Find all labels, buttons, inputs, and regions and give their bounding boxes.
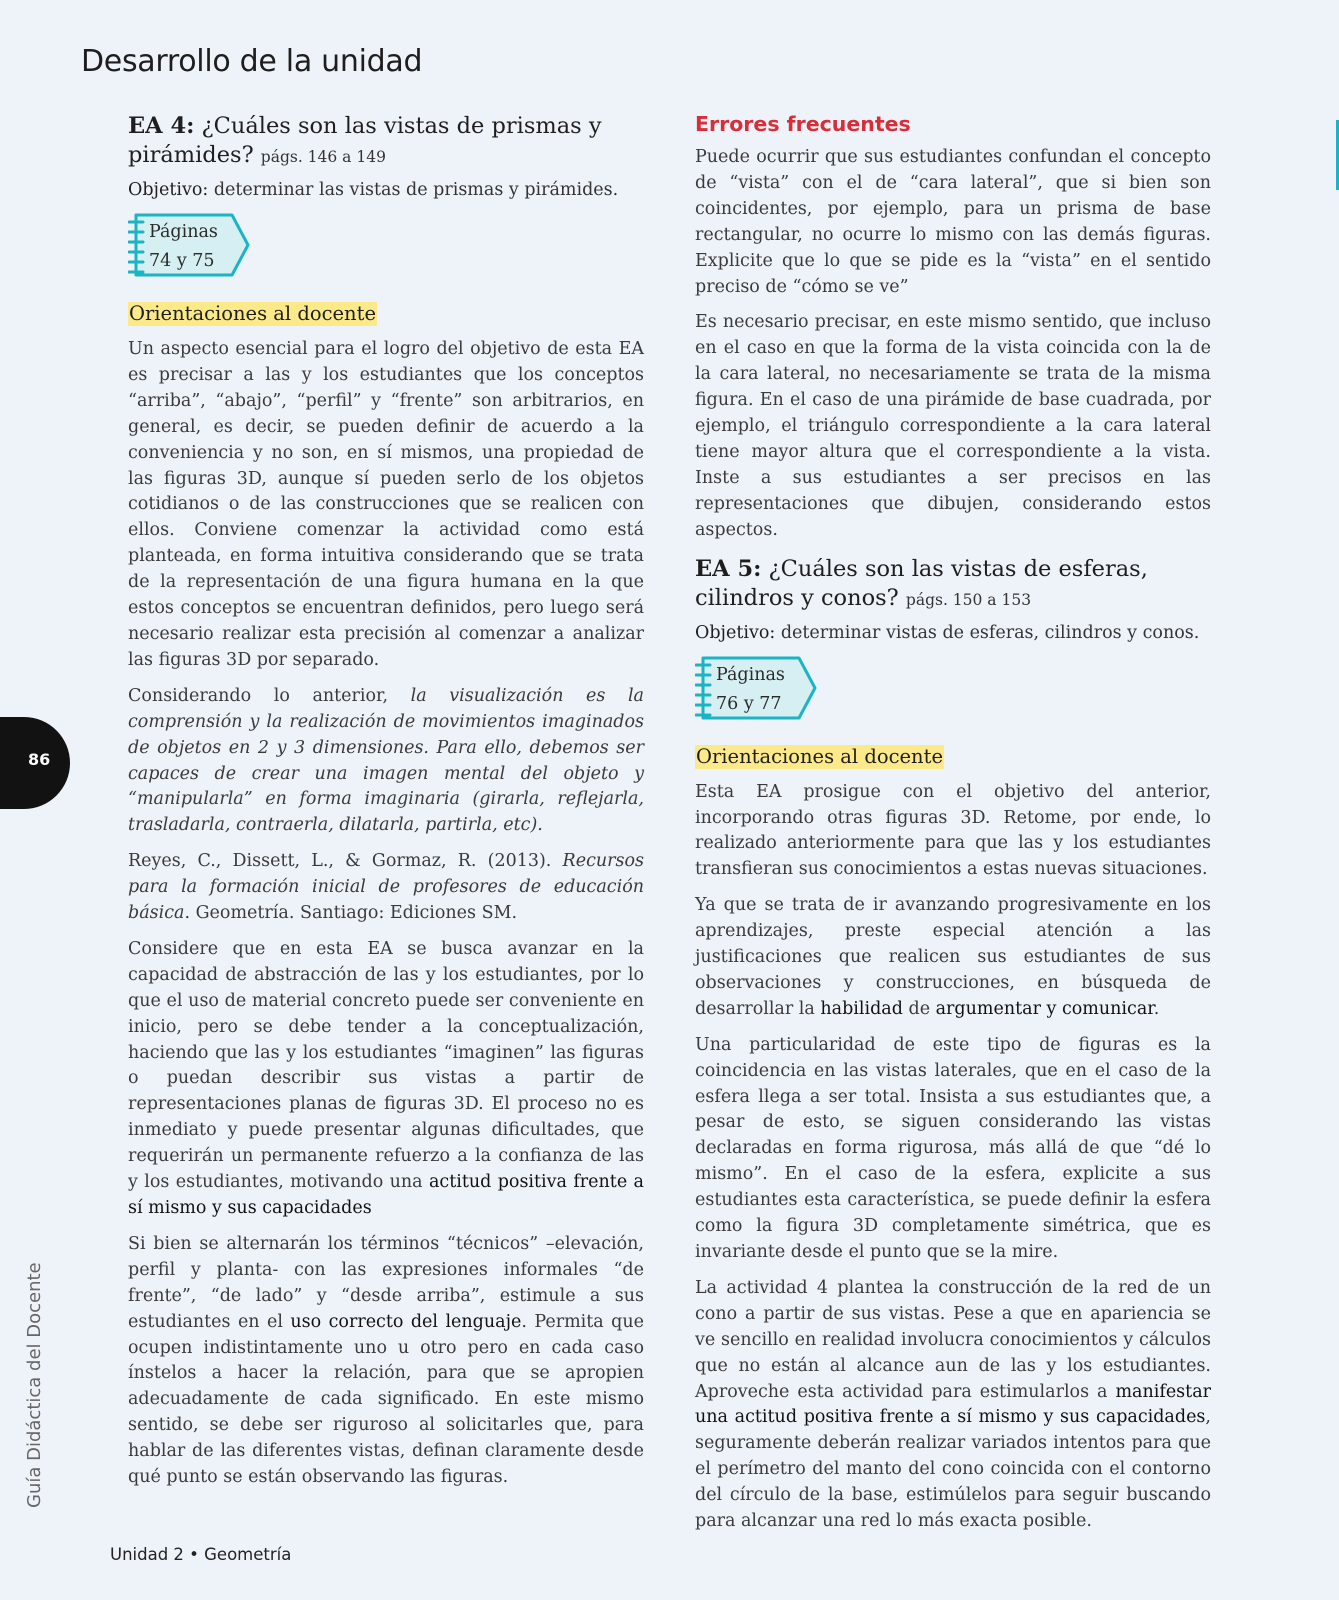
ea4-orientaciones-heading: Orientaciones al docente bbox=[129, 302, 376, 325]
paragraph-l4-emphasis: actitud positiva frente a sí mismo y sus capacidades bbox=[128, 1172, 644, 1218]
page-title: Desarrollo de la unidad bbox=[81, 44, 423, 79]
ea5-objective-text: determinar vistas de esferas, cilindros y conos. bbox=[775, 622, 1200, 643]
paragraph-l2-quote: la visualización es la comprensión y la realización de movimientos imaginados de objetos en 2 y 3 dimensiones. Para ello, debemos ser capaces de crear una imagen mental del objeto y “manipularla” en forma imaginaria (girarla, reflejarla, trasladarla, contraerla, dilatarla, partirla, etc). bbox=[128, 685, 644, 836]
ea4-badge-text bbox=[149, 218, 218, 276]
paragraph-l4-text: Considere que en esta EA se busca avanzar en la capacidad de abstracción de las y los estudiantes, por lo que el uso de material concreto puede ser conveniente en inicio, pero se debe tender a la conceptualización, haciendo que las y los estudiantes “imaginen” las figuras o puedan describir sus vistas a partir de representaciones planas de figuras 3D. El proceso no es inmediato y puede presentar algunas dificultades, que requerirán un permanente refuerzo a la confianza de las y los estudiantes, motivando una bbox=[128, 938, 644, 1193]
ea5-badge-text bbox=[716, 661, 785, 719]
paragraph-l5-text-c: . Permita que ocupen indistintamente uno u otro pero en cada caso ínstelos a hacer la relación, para que se apropien adecuadamente de cada significado. En este mismo sentido, se debe ser riguroso al solicitarles que, para hablar de las diferentes vistas, definan claramente desde qué punto se están observando las figuras. bbox=[128, 1311, 644, 1488]
ea4-objective-label: Objetivo: bbox=[128, 180, 209, 200]
ea4-objective-text: determinar las vistas de prismas y pirámides. bbox=[208, 180, 619, 200]
paragraph-e2: Es necesario precisar, en este mismo sentido, que incluso en el caso en que la forma de la vista coincida con la de la cara lateral, no necesariamente se trata de la misma figura. En el caso de una pirámide de base cuadrada, por ejemplo, el triángulo correspondiente a la cara lateral tiene mayor altura que el correspondiente a la vista. Inste a sus estudiantes a ser precisos en las representaciones que dibujen, considerando estos aspectos. bbox=[695, 312, 1211, 540]
paragraph-e1: Puede ocurrir que sus estudiantes confundan el concepto de “vista” con el de “cara lateral”, que si bien son coincidentes, por ejemplo, para un prisma de base rectangular, no ocurre lo mismo con las demás figuras. Explicite que lo que se pide es la “vista” en el sentido preciso de “cómo se ve” bbox=[695, 147, 1211, 297]
ea5-pages-badge bbox=[695, 655, 819, 721]
citation bbox=[128, 849, 644, 927]
ea5-badge-line1: Páginas bbox=[716, 664, 785, 685]
paragraph-r4 bbox=[695, 1276, 1211, 1535]
guide-vertical-label: Guía Didáctica del Docente bbox=[24, 1262, 45, 1508]
ea5-objective bbox=[695, 621, 1211, 645]
ea4-badge-line1: Páginas bbox=[149, 222, 218, 242]
citation-publisher: . Geometría. Santiago: Ediciones SM. bbox=[184, 903, 518, 924]
ea5-code: EA 5: bbox=[695, 555, 762, 582]
ea5-title bbox=[695, 555, 1211, 615]
paragraph-l5-emphasis: uso correcto del lenguaje bbox=[290, 1311, 522, 1332]
paragraph-l2 bbox=[128, 684, 644, 839]
ea4-code: EA 4: bbox=[128, 113, 195, 139]
right-column bbox=[695, 112, 1211, 1535]
paragraph-l5 bbox=[128, 1232, 644, 1491]
citation-authors: Reyes, C., Dissett, L., & Gormaz, R. (2013). bbox=[128, 851, 563, 872]
paragraph-r4-text-c: , seguramente deberán realizar variados intentos para que el perímetro del manto del cono coincida con el contorno del círculo de la base, estimúlelos para seguir buscando para alcanzar una red lo más exacta posible. bbox=[695, 1407, 1211, 1532]
paragraph-r2-text-a: Ya que se trata de ir avanzando progresivamente en los aprendizajes, preste especial atención a las justificaciones que realicen sus estudiantes de sus observaciones y construcciones, en búsqueda de desarrollar la bbox=[695, 895, 1211, 1019]
ea5-title-text: ¿Cuáles son las vistas de esferas, cilindros y conos? bbox=[695, 555, 1148, 611]
ea5-objective-label: Objetivo: bbox=[695, 622, 776, 643]
ea4-badge-line2: 74 y 75 bbox=[149, 251, 215, 271]
ea4-objective bbox=[128, 178, 644, 202]
ea4-title-text: ¿Cuáles son las vistas de prismas y pirámides? bbox=[128, 113, 602, 168]
paragraph-r3: Una particularidad de este tipo de figuras es la coincidencia en las vistas laterales, que en el caso de la esfera llega a ser total. Insista a sus estudiantes que, a pesar de esto, se siguen considerando las vistas declaradas en forma rigurosa, más allá de que “dé lo mismo”. En el caso de la esfera, explicite a sus estudiantes esta característica, se puede definir la esfera como la figura 3D completamente simétrica, que es invariante desde el punto que se la mire. bbox=[695, 1034, 1211, 1262]
ea4-title bbox=[128, 112, 644, 172]
paragraph-r2-skill: argumentar y comunicar bbox=[935, 998, 1154, 1019]
ea4-pages-badge bbox=[128, 212, 252, 278]
footer-unit-label: Unidad 2 • Geometría bbox=[110, 1545, 292, 1564]
paragraph-l2-lead: Considerando lo anterior, bbox=[128, 685, 411, 706]
ea5-pages-ref: págs. 150 a 153 bbox=[905, 590, 1032, 609]
errores-frecuentes-heading: Errores frecuentes bbox=[695, 112, 911, 136]
ea5-badge-line2: 76 y 77 bbox=[716, 693, 782, 714]
ea4-pages-ref: págs. 146 a 149 bbox=[260, 148, 386, 166]
paragraph-r2 bbox=[695, 893, 1211, 1023]
paragraph-r2-text-c: de bbox=[902, 998, 936, 1019]
paragraph-r1: Esta EA prosigue con el objetivo del anterior, incorporando otras figuras 3D. Retome, por ende, lo realizado anteriormente para que las y los estudiantes transfieran sus conocimientos a estas nuevas situaciones. bbox=[695, 781, 1211, 880]
paragraph-r2-habilidad: habilidad bbox=[820, 998, 903, 1019]
paragraph-l1: Un aspecto esencial para el logro del objetivo de esta EA es precisar a las y los estudiantes que los conceptos “arriba”, “abajo”, “perfil” y “frente” son arbitrarios, en general, es decir, se pueden definir de acuerdo a la conveniencia y no son, en sí mismos, una propiedad de las figuras 3D, aunque sí pueden serlo de los objetos cotidianos o de las construcciones que se realicen con ellos. Conviene comenzar la actividad como está planteada, en forma intuitiva considerando que se trata de la representación de una figura humana en la que estos conceptos se encuentran definidos, pero luego será necesario realizar esta precisión al comenzar a analizar las figuras 3D por separado. bbox=[128, 339, 644, 670]
page-number-tab bbox=[0, 717, 70, 809]
page-number: 86 bbox=[28, 750, 51, 769]
paragraph-r4-emphasis: manifestar una actitud positiva frente a sí mismo y sus capacidades bbox=[695, 1381, 1211, 1428]
paragraph-r2-end: . bbox=[1153, 998, 1160, 1019]
citation-work: Recursos para la formación inicial de profesores de educación básica bbox=[128, 851, 644, 924]
paragraph-l4 bbox=[128, 937, 644, 1222]
paragraph-l5-text-a: Si bien se alternarán los términos “técnicos” –elevación, perfil y planta- con las expresiones informales “de frente”, “de lado” y “desde arriba”, estimule a sus estudiantes en el bbox=[128, 1233, 644, 1332]
paragraph-r4-text-a: La actividad 4 plantea la construcción de la red de un cono a partir de sus vistas. Pese a que en apariencia se ve sencillo en realidad involucra conocimientos y cálculos que no están al alcance aun de las y los estudiantes. Aproveche esta actividad para estimularlos a bbox=[695, 1277, 1211, 1402]
ea5-orientaciones-heading: Orientaciones al docente bbox=[696, 744, 943, 768]
left-column bbox=[128, 112, 644, 1491]
